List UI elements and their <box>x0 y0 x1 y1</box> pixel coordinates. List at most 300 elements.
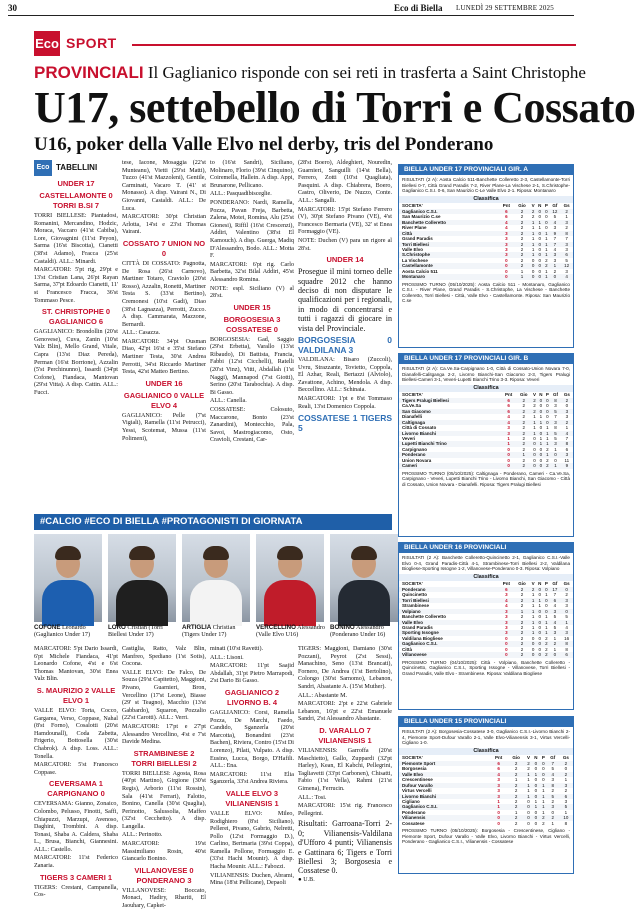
stat-cell: 0 <box>538 236 541 242</box>
stat-cell: 0 <box>545 214 548 220</box>
stat-cell: 2 <box>520 225 524 231</box>
stat-cell: 2 <box>545 257 548 263</box>
stat-cell: 0 <box>505 263 508 269</box>
classifica-label: Classifica <box>399 574 573 581</box>
section-name: SPORT <box>66 35 117 51</box>
stat-cell: 1 <box>553 635 557 641</box>
stat-cell: 6 <box>497 766 500 772</box>
stat-cell: 5 <box>554 408 557 414</box>
stat-cell: 0 <box>565 403 569 409</box>
stat-cell: 7 <box>553 236 557 242</box>
team-name: Grand Paradis <box>402 624 433 630</box>
stat-cell: 8 <box>565 641 568 647</box>
paragraph: MARCATORI: 17'pt e 27'pt Alessandro Vercellino, 4'st e 7'st Davide Medina. <box>122 723 206 746</box>
player-caption <box>108 624 180 639</box>
article-subhead: U16, poker della Valle Elvo nel derby, tris del Ponderano <box>34 134 494 155</box>
stat-cell: 2 <box>533 403 536 409</box>
team-name: Caltignaga <box>402 419 426 425</box>
stat-cell: 2 <box>520 241 524 247</box>
column-header: P <box>544 581 548 587</box>
paragraph: MARCATORI: 15'st rig. Francesco Pellegrini. <box>298 803 392 817</box>
stat-cell: 1 <box>520 268 524 274</box>
stat-cell: 0 <box>538 252 541 258</box>
team-name: Dianafelli <box>402 414 423 420</box>
player-caption <box>256 624 328 639</box>
stat-cell: 0 <box>546 403 549 409</box>
stat-cell: 4 <box>497 771 500 777</box>
stat-cell: 0 <box>533 452 536 458</box>
stat-cell: 8 <box>565 441 569 447</box>
stat-cell: 0 <box>505 641 508 647</box>
stat-cell: 0 <box>546 408 549 414</box>
column-header: Gio <box>520 392 528 398</box>
player-surname: COFONE <box>34 624 61 631</box>
stat-cell: 3 <box>505 246 508 252</box>
stat-cell: 2 <box>545 652 548 658</box>
player-shirt <box>338 580 390 626</box>
stat-cell: 0 <box>538 646 541 652</box>
paragraph: MARCATORI: 1'pt e 8'st Tommaso Reali, 13'st Domenico Coppola. <box>298 395 392 410</box>
results-text: RISULTATI (2 A): Banchette Colleretto-Quincinetto 2-1, Gaglianico C.S.I.-Valle Elvo 0-4, Grand Paradis-Città 4-1, Strambinese-Torri Biellesi 2-2, Valdilana Biogliese-Sporting Issogne 1-2, Villanovese-Ponderano 0-3. Riposa: Volpiano <box>402 555 570 572</box>
match-heading: GAGLIANICO 0 VALLE ELVO 4 <box>123 390 205 410</box>
player-caption <box>182 624 254 639</box>
stat-cell: 5 <box>554 430 557 436</box>
stat-cell: 8 <box>564 820 568 826</box>
stat-cell: 6 <box>505 208 508 214</box>
column-header: P <box>541 755 545 761</box>
team-name: Cigliano <box>402 798 420 804</box>
stat-cell: 2 <box>565 419 569 425</box>
player-caption <box>34 624 106 639</box>
stat-cell: 3 <box>505 614 508 620</box>
paragraph: VALLE ELVO: De Falco, De Souza (29'st Capitetto), Maggioni, Pivano, Guarnieri, Bron, Vercellino (17'st Leone), Biasse (29' st Teagno), Macchio (13'st Gabbardo), Squaron, Pozzalio (22'st Carotti). ALL.: Verri. <box>122 669 206 722</box>
match-heading: COSSATO 7 UNION NO 0 <box>122 238 206 258</box>
stat-cell: 2 <box>520 624 524 630</box>
stat-cell: 1 <box>531 630 535 636</box>
column-header: N <box>538 581 542 587</box>
stat-cell: 1 <box>527 788 530 794</box>
stat-cell: 2 <box>514 788 518 794</box>
stat-cell: 4 <box>505 219 508 225</box>
stat-cell: 2 <box>522 441 525 447</box>
eco-mini-logo: Eco <box>34 160 52 176</box>
paragraph: MARCATORI: 11'pt Saajid Abdallah, 31'pt Pietro Marrapodi, 2'st Dario Bi Gasso. <box>210 663 294 685</box>
team-name: Città <box>402 230 412 236</box>
match-heading: D. VARALLO 7 VILIANENSIS 1 <box>318 725 372 745</box>
paragraph: PONDERANO: Nardi, Ramella, Pozza, Pavan Freja, Barbetta, Zalena, Motei, Romina, Alu (25'st Gionesi), Riffil (16'st Crescenzi), Addiri, Valentino (38'st El Kamouch). A disp. Guerga, Madiq D'Alessandro, Bodo. ALL.: Motta F. <box>210 199 295 260</box>
standings-table <box>399 203 573 280</box>
paragraph: MARCATORI: 19'st Massimiliano Rosin, 40'st Giancarlo Bonino. <box>122 841 206 863</box>
player-photo <box>330 534 398 622</box>
stat-cell: 0 <box>534 788 538 794</box>
stat-cell: 1 <box>542 804 545 810</box>
paragraph: TORRI BIELLESE: Piantadosi, Romanini, Mercandino, Hodzic, Moraca, Vaccaro (41'st Cabiba), Lore, Giovagnini (11'st Peyon), Sarma (16'st Biscotta), Cianetti (38'st Adamo), Fracca (25'st Castaldi). ALL.: Minardi. <box>34 213 118 265</box>
stat-cell: 0 <box>505 652 508 658</box>
team-name: Union Novara <box>402 457 432 463</box>
stat-cell: 3 <box>565 241 568 247</box>
stat-cell: 1 <box>546 425 549 431</box>
team-name: Ca.Ve.Sa <box>402 403 422 409</box>
stat-cell: 10 <box>563 815 569 821</box>
stat-cell: 3 <box>505 624 508 630</box>
stat-cell: 2 <box>520 263 524 269</box>
stat-cell: 1 <box>553 646 557 652</box>
player-caption-text: Christian (Tigers Under 17) <box>182 624 236 639</box>
stat-cell: 2 <box>533 397 536 403</box>
paragraph: (28'st Boero), Aldeghieri, Nouredin, Guarnieri, Sanguilli (14'st Bella), Ferrero, Zotti (10'st Quagliata), Pasquini. A disp. Chiabrera, Boero, Castro, Oliverio, De Nuzzo, Conte. ALL.: Sangalli. <box>298 160 392 204</box>
stat-cell: 4 <box>553 619 557 625</box>
stat-cell: 1 <box>545 268 548 274</box>
stat-cell: 3 <box>551 804 555 810</box>
stat-cell: 0 <box>538 246 541 252</box>
stat-cell: 3 <box>554 403 557 409</box>
stat-cell: 0 <box>531 274 535 280</box>
stat-cell: 4 <box>565 274 568 280</box>
stat-cell: 12 <box>564 263 570 269</box>
stat-cell: 2 <box>545 641 548 647</box>
stat-cell: 1 <box>545 274 548 280</box>
stat-cell: 0 <box>534 766 538 772</box>
column-header: Pnt <box>502 203 510 209</box>
results-text: RISULTATI (2 A): Ca.Ve.Sa-Carpignano 1-0, Città di Cossato-Union Novara 7-0, Dianafelli-Calitganga 2-2, Livorno Bianchi-San Giacomo 2-3, Tigers Pralugi Biellesi-Cameri 3-1, Veveri-Lupetti Bianchi Trino 3-3. Riposa: Veveri <box>402 366 570 383</box>
stat-cell: 2 <box>514 771 518 777</box>
stat-cell: 0 <box>497 820 500 826</box>
stat-cell: 1 <box>538 603 541 609</box>
stat-cell: 0 <box>531 641 535 647</box>
column-header: Gio <box>518 203 526 209</box>
stat-cell: 6 <box>553 597 557 603</box>
match-heading: VALLE ELVO 3 VILIANENSIS 1 <box>225 788 279 808</box>
stat-cell: 2 <box>520 214 524 220</box>
match-heading: BORGOSESIA 0 VALDILANA 3 <box>298 334 392 355</box>
paragraph: NOTE: espl. Siciliano (V) al 28'st. <box>210 285 294 300</box>
stat-cell: 2 <box>533 408 536 414</box>
stat-cell: 0 <box>553 652 557 658</box>
stat-cell: 3 <box>497 777 500 783</box>
stat-cell: 2 <box>527 766 530 772</box>
paragraph: VALLE ELVO: Mileo, Rodighiero (8'st Siciliano), Pellerei, Pivano, Gabrio, Nelretti, Pollo (12'st Formaggio D.), Carlino, Bertmaria (39'st Coppa), Ramella Pollone, Formaggio E. (33'st Hachi Mounir). A disp. Hacha Mounir. ALL.: Fabozzi. <box>210 810 294 871</box>
paragraph: GAGLIANICO: Brondollin (20'st Genovese), Cuva, Zanin (10'st Valz Blin), Mello Grand, Vitale, Capra (13'st Diaz Pereda), Perman (16'st Borrione), Azzalin (5'st Perchinunno), Issardi (34'pt Cofone), Fiandaca, Mantovan (29'st Vitta). A disp. Cattin. ALL.: Fucci. <box>34 329 118 396</box>
stat-cell: 0 <box>546 397 549 403</box>
stat-cell: 3 <box>505 230 508 236</box>
stat-cell: 0 <box>554 452 557 458</box>
standings-body <box>399 209 573 280</box>
stat-cell: 1 <box>538 597 541 603</box>
stat-cell: 0 <box>507 463 510 469</box>
stat-cell: 6 <box>505 586 508 592</box>
stat-cell: 1 <box>531 619 535 625</box>
stat-cell: 1 <box>565 214 568 220</box>
column-header: Gs <box>563 392 570 398</box>
player-hair <box>351 546 377 560</box>
stat-cell: 1 <box>565 425 569 431</box>
stat-cell: 3 <box>565 452 569 458</box>
column-header: Gio <box>518 581 526 587</box>
stat-cell: 6 <box>565 652 568 658</box>
stat-cell: 0 <box>554 457 557 463</box>
stat-cell: 1 <box>546 435 549 441</box>
team-name: Quincinetto <box>402 592 427 598</box>
stat-cell: 0 <box>507 446 510 452</box>
stat-cell: 3 <box>564 782 568 788</box>
player-surname: BONINO <box>330 624 355 631</box>
paragraph: NOTE: Duchen (V) para un rigore al 28'st. <box>298 237 392 252</box>
stat-cell: 12 <box>552 208 558 214</box>
section-rule <box>132 44 576 46</box>
stat-cell: 0 <box>505 635 508 641</box>
column-header: SOCIETA' <box>402 392 423 398</box>
team-name: Montanaro <box>402 274 425 280</box>
stat-cell: 8 <box>554 425 557 431</box>
stat-cell: 3 <box>565 597 568 603</box>
stat-cell: 2 <box>522 463 525 469</box>
stat-cell: 0 <box>527 804 530 810</box>
paragraph: MARCATORI: 11'st Federico Zanaria. <box>34 855 118 870</box>
standings-body <box>399 587 573 658</box>
standings-header: BIELLA UNDER 15 PROVINCIALI <box>399 717 573 727</box>
standings-table <box>399 755 573 826</box>
stat-cell: 2 <box>520 619 524 625</box>
paragraph: MARCATORI: 5'pt rig, 29'pt e 13'st Cristian Lana, 26'pt Rayan Sarma, 37'pt Edoardo Cianetti, 11' st Francesco Fracca, 36'st Tommaso Pesce. <box>34 267 118 304</box>
team-name: Crescentinese <box>402 777 433 783</box>
protagonists-banner: #CALCIO #ECO DI BIELLA #PROTAGONISTI DI GIORNATA <box>34 514 392 530</box>
stat-cell: 3 <box>565 268 568 274</box>
stat-cell: 1 <box>542 809 545 815</box>
stat-cell: 5 <box>564 804 568 810</box>
stat-cell: 2 <box>522 408 525 414</box>
stat-cell: 1 <box>520 274 524 280</box>
stat-cell: 0 <box>527 820 530 826</box>
player-shirt <box>190 580 242 626</box>
stat-cell: 0 <box>538 614 541 620</box>
column-header: Gs <box>563 203 570 209</box>
article-column-4 <box>298 160 392 510</box>
stat-cell: 0 <box>538 241 541 247</box>
stat-cell: 1 <box>542 793 545 799</box>
stat-cell: 0 <box>531 652 535 658</box>
stat-cell: 6 <box>565 252 568 258</box>
stat-cell: 1 <box>514 777 518 783</box>
stat-cell: 1 <box>507 435 510 441</box>
stat-cell: 5 <box>553 624 557 630</box>
standings-panel <box>398 164 574 348</box>
stat-cell: 3 <box>507 430 510 436</box>
stat-cell: 1 <box>533 430 536 436</box>
stat-cell: 5 <box>554 435 557 441</box>
stat-cell: 1 <box>531 246 535 252</box>
team-name: Tigers Pralugi Biellesi <box>402 397 449 403</box>
stat-cell: 0 <box>531 646 535 652</box>
stat-cell: 3 <box>565 630 568 636</box>
stat-cell: 0 <box>505 268 508 274</box>
paragraph: MARCATORI: 11'st Elia Sganzerla, 33'st Andrea Riviera. <box>210 771 294 786</box>
paragraph: VILIANENSIS: Duchen, Abrami, Mina (18'st Pellicane), Depaoli <box>210 872 294 887</box>
stat-cell: 2 <box>542 815 545 821</box>
stat-cell: 5 <box>553 614 557 620</box>
standings-table <box>399 581 573 658</box>
stat-cell: 1 <box>497 798 500 804</box>
paragraph: VALDILANA: Bisaro (Zuccoli), Uvru, Strazzante, Tovietto, Coppola, El Azhar, Reali, Bertazzi (Alviolo), Zavattone, Achino, Mendola. A disp. Beccellino. ALL.: Schinaia. <box>298 356 392 394</box>
column-header: Pnt <box>505 392 513 398</box>
stat-cell: 2 <box>522 446 525 452</box>
stat-cell: 5 <box>551 793 555 799</box>
stat-cell: 0 <box>538 274 541 280</box>
stat-cell: 3 <box>554 419 557 425</box>
paragraph: TIGERS: Maggioni, Damiano (30'st Pozzani), Peyrot (2'st Sessi), Manachino, Seno (13'st Brancati), Fornero, De Andrea (1'st Bertolino), Colongo (30'st Sarnomo), Lebanon, Sandri, Abastante A. (15'st Muther). <box>298 646 392 690</box>
stat-cell: 1 <box>531 225 535 231</box>
stat-cell: 7 <box>553 241 557 247</box>
team-name: Cossatese <box>402 820 425 826</box>
player-hair <box>277 546 303 560</box>
paragraph: MARCATORI: 6'pt rig. Carlo Barbetta, 32'st Bilal Addiri, 45'st Alessandro Romina. <box>210 261 294 283</box>
stat-cell: 3 <box>507 425 510 431</box>
team-name: Sporting Issogne <box>402 630 439 636</box>
player-shirt <box>42 580 94 626</box>
stat-cell: 1 <box>564 809 568 815</box>
column-header: P <box>545 392 549 398</box>
team-name: Strambinese <box>402 603 430 609</box>
player-shirt <box>264 580 316 626</box>
stat-cell: 0 <box>531 257 535 263</box>
stat-cell: 2 <box>545 635 548 641</box>
classifica-label: Classifica <box>399 385 573 392</box>
team-name: Dufour Varallo <box>402 782 433 788</box>
team-name: Aosta Calcio 511 <box>402 268 438 274</box>
match-heading: CASTELLAMONTE 0 TORRI B.SI 7 <box>39 191 113 210</box>
stat-cell: 6 <box>505 214 508 220</box>
tabellini-label: TABELLINI <box>56 163 98 173</box>
paragraph: ALL.: Pasquadibisceglie. <box>210 191 272 198</box>
stat-cell: 1 <box>531 592 535 598</box>
stat-cell: 0 <box>497 809 500 815</box>
team-name: Valdilana Biogliese <box>402 635 443 641</box>
match-heading: COSSATESE 1 TIGERS 5 <box>298 413 392 434</box>
stat-cell: 3 <box>505 592 508 598</box>
stat-cell: 1 <box>531 597 535 603</box>
player-caption-text: Alessandro (Ponderano Under 16) <box>330 624 386 639</box>
team-name: Gaglianico C.S.I. <box>402 804 438 810</box>
stat-cell: 2 <box>546 457 549 463</box>
stat-cell: 2 <box>514 798 518 804</box>
stat-cell: 0 <box>527 809 530 815</box>
lower-column-4 <box>298 646 392 883</box>
team-name: S.Christophe <box>402 252 431 258</box>
article-column-1 <box>34 160 118 510</box>
stat-cell: 1 <box>522 452 525 458</box>
stat-cell: 0 <box>507 452 510 458</box>
stat-cell: 0 <box>539 425 543 431</box>
stat-cell: 1 <box>514 809 518 815</box>
paragraph: MARCATORI: 15'pt Stefano Ferrero (V), 30'pt Stefano Pivano (VE), 4'st Francesco Bermaria (VE), 32' st Enea Formaggio (VE). <box>298 206 392 236</box>
stat-cell: 1 <box>542 782 545 788</box>
stat-cell: 7 <box>554 414 557 420</box>
column-header: N <box>538 203 542 209</box>
stat-cell: 1 <box>497 804 500 810</box>
paragraph: ALL.: Canella. <box>210 398 247 405</box>
stat-cell: 1 <box>507 441 510 447</box>
stat-cell: 0 <box>497 815 500 821</box>
classifica-label: Classifica <box>399 748 573 755</box>
column-header: N <box>534 755 538 761</box>
results-text: RISULTATI (2 A): Borgosesia-Cossatese 3-0, Gaglianico C.S.I.-Livorno Bianchi 2-4, Piemonte Sport-Dufour Varallo 2-1, Valle Elvo-Vilianensis 3-1, Virtus Vercelli-Cigliano 1-0. <box>402 729 570 746</box>
stat-cell: 0 <box>538 635 541 641</box>
stat-cell: 0 <box>542 777 545 783</box>
team-name: Livorno Bianchi <box>402 793 437 799</box>
column-header: SOCIETA' <box>402 203 423 209</box>
lower-column-3 <box>210 646 294 887</box>
team-name: Grand Paradis <box>402 236 433 242</box>
stat-cell: 2 <box>551 788 555 794</box>
team-name: Virtus Vercelli <box>402 788 432 794</box>
stat-cell: 2 <box>531 586 535 592</box>
stat-cell: 0 <box>551 809 555 815</box>
player-surname: ARTIGLIA <box>182 624 212 631</box>
tabellini-box <box>34 160 118 176</box>
stat-cell: 2 <box>520 230 524 236</box>
stat-cell: 2 <box>520 208 524 214</box>
stat-cell: 7 <box>565 435 569 441</box>
stat-cell: 2 <box>545 646 548 652</box>
stat-cell: 2 <box>564 760 568 766</box>
stat-cell: 0 <box>534 815 538 821</box>
stat-cell: 5 <box>551 766 555 772</box>
stat-cell: 5 <box>553 214 557 220</box>
paragraph: MARCATORI: 5'st Francesco Coppase. <box>34 762 118 776</box>
issue-date: LUNEDÌ 29 SETTEMBRE 2025 <box>456 4 554 12</box>
stat-cell: 2 <box>545 263 548 269</box>
stat-cell: 0 <box>565 608 568 614</box>
stat-cell: 0 <box>539 452 543 458</box>
paragraph: CEVERSAMA: Gianno, Zonaico, Colombo, Pelusso, Finotti, Saffi, Chiapuzzi, Marzupi, Avenoso, Daghini, Trombini. A disp. Tonasi, Shaba A. Caldera, Shaba L., Brusa, Bianchi, Giannesini. ALL.: Castello. <box>34 801 118 853</box>
stat-cell: 3 <box>497 782 500 788</box>
page-number: 30 <box>8 3 17 13</box>
paragraph: VALLE ELVO: Torta, Cocco, Gargarea, Verso, Coppase, Nahal (8'st Forno), Cosalotti (20'st Hamdounall), Coda Zabetta, Frigerio, Bottosella (30'st Chabrok). A disp. Loss. ALL.: Tonella. <box>34 707 118 760</box>
stat-cell: 0 <box>531 635 535 641</box>
stat-cell: 9 <box>553 230 557 236</box>
stat-cell: 1 <box>545 630 548 636</box>
stat-cell: 1 <box>545 236 548 242</box>
stat-cell: 4 <box>505 597 508 603</box>
stat-cell: 8 <box>565 230 568 236</box>
stat-cell: 0 <box>533 463 536 469</box>
stat-cell: 1 <box>554 463 557 469</box>
stat-cell: 3 <box>497 793 500 799</box>
stat-cell: 3 <box>565 246 568 252</box>
paragraph: ALL.: Lisoni. <box>210 654 244 661</box>
stat-cell: 1 <box>531 241 535 247</box>
stat-cell: 2 <box>520 219 524 225</box>
stat-cell: 9 <box>565 463 569 469</box>
standings-table <box>399 392 573 469</box>
team-name: Gaglianico C.S.I. <box>402 208 438 214</box>
stat-cell: 1 <box>533 419 536 425</box>
stat-cell: 16 <box>564 635 570 641</box>
column-header: Pnt <box>502 581 510 587</box>
stat-cell: 0 <box>538 268 541 274</box>
player-hair <box>203 546 229 560</box>
team-name: Torri Biellesi <box>402 597 429 603</box>
stat-cell: 0 <box>533 457 536 463</box>
stat-cell: 2 <box>514 766 518 772</box>
stat-cell: 2 <box>520 246 524 252</box>
team-name: San Giacomo <box>402 408 431 414</box>
newspaper-name: Eco di Biella <box>394 3 443 13</box>
lower-column-2 <box>122 646 206 910</box>
paragraph: ● U.B. <box>298 876 315 883</box>
stat-cell: 2 <box>553 268 557 274</box>
stat-cell: 2 <box>520 652 524 658</box>
stat-cell: 0 <box>534 782 538 788</box>
